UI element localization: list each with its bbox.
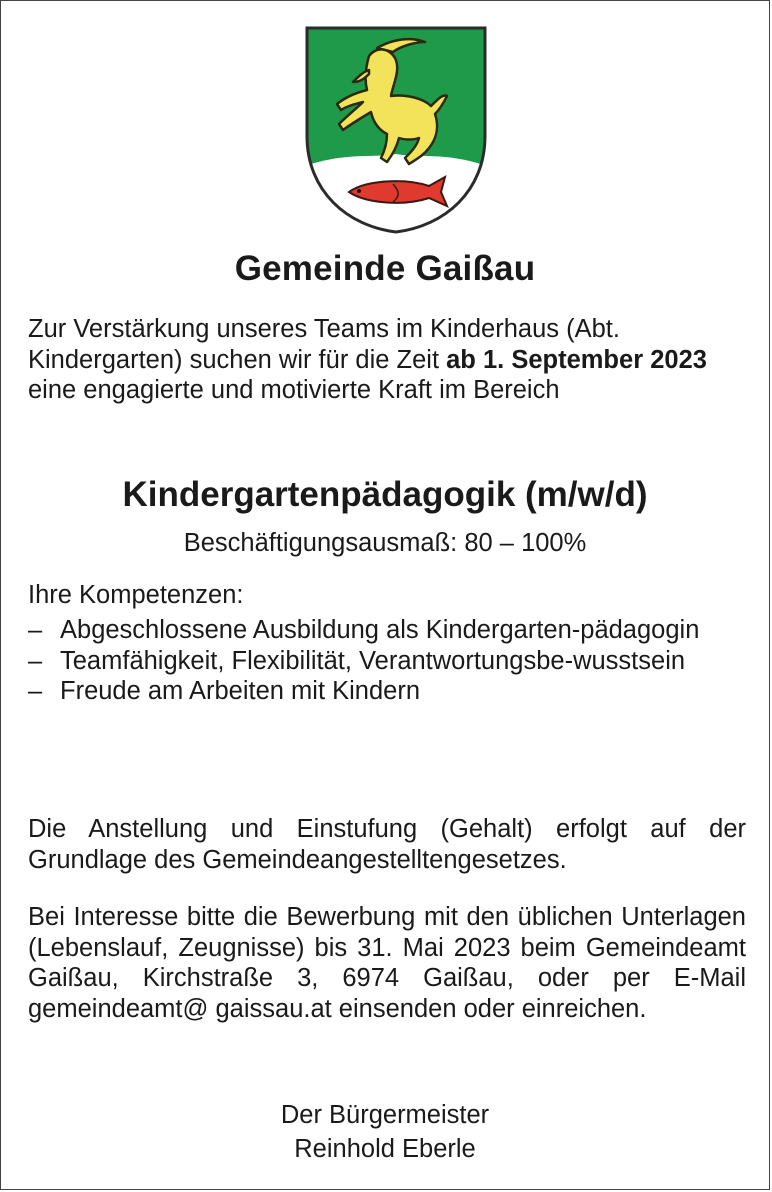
intro-text-1: Zur Verstärkung unseres Teams im Kinderhaus (Abt. Kindergarten) suchen wir für die Zeit [28, 315, 620, 374]
competencies-heading: Ihre Kompetenzen: [28, 581, 244, 609]
employment-extent: Beschäftigungsausmaß: 80 – 100% [183, 529, 587, 557]
employment-paragraph: Die Anstellung und Einstufung (Gehalt) erfolgt auf der Grundlage des Gemeindeangestelltengesetzes. [28, 815, 746, 874]
intro-text-2: eine engagierte und motivierte Kraft im Bereich [28, 376, 560, 404]
signature-block [1, 1098, 769, 1166]
page-title: Gemeinde Gaißau [234, 249, 536, 288]
start-date: ab 1. September 2023 [446, 345, 707, 374]
list-item [28, 646, 748, 677]
list-item [28, 615, 748, 646]
list-dash: – [28, 616, 43, 644]
list-item-text: Abgeschlossene Ausbildung als Kindergarten-pädagogin [60, 616, 700, 644]
coat-of-arms-icon [305, 26, 487, 234]
intro-paragraph [28, 314, 746, 406]
list-dash: – [28, 677, 43, 705]
signature-role: Der Bürgermeister [280, 1101, 490, 1129]
list-item [28, 676, 748, 707]
competencies-list [28, 615, 748, 707]
signature-name: Reinhold Eberle [294, 1135, 476, 1163]
list-dash: – [28, 646, 43, 675]
application-paragraph: Bei Interesse bitte die Bewerbung mit den üblichen Unterlagen (Lebenslauf, Zeugnisse) bis 31. Mai 2023 beim Gemeindeamt Gaißau, Kirchstraße 3, 6974 Gaißau, oder per E-Mail gemeindeamt@ gaissau.at einsenden oder einreichen. [28, 903, 746, 1023]
list-item-text: Freude am Arbeiten mit Kindern [60, 677, 421, 705]
job-title: Kindergartenpädagogik (m/w/d) [122, 475, 648, 514]
list-item-text: Teamfähigkeit, Flexibilität, Verantwortungsbe-wusstsein [60, 646, 686, 675]
